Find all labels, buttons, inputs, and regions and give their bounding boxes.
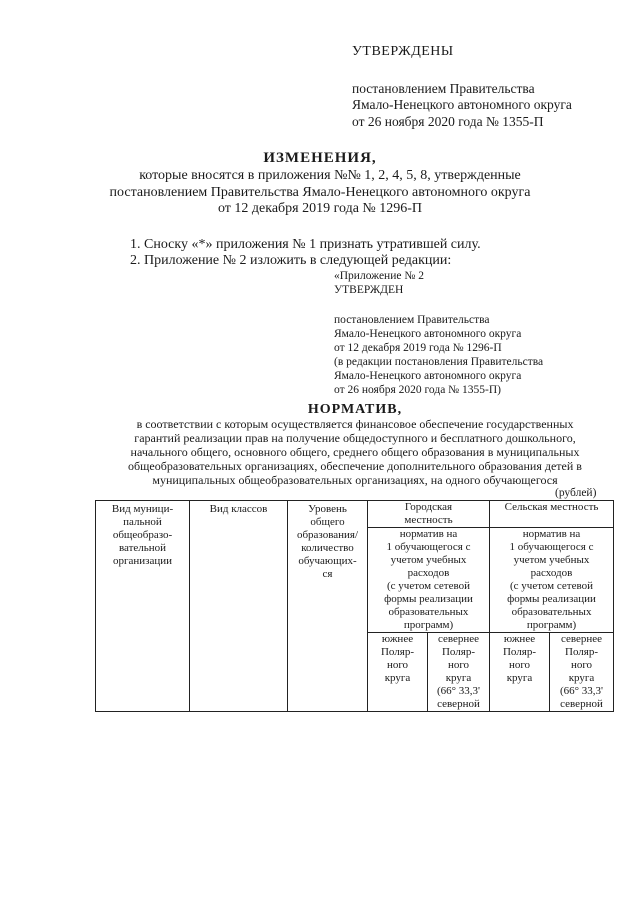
col-header-norm-rural: норматив на 1 обучающегося с учетом учебных расходов (с учетом сетевой формы реализации образовательных программ) <box>490 528 614 633</box>
col-header-class-type: Вид классов <box>190 501 288 712</box>
appendix-line-7: (в редакции постановления Правительства <box>334 356 544 368</box>
table-row <box>96 501 614 528</box>
norm-title: НОРМАТИВ, <box>307 402 403 417</box>
col-header-urban-north: севернее Поляр- ного круга (66° 33,3' северной <box>428 633 490 712</box>
norm-line-2: гарантий реализации прав на получение общедоступного и бесплатного дошкольного, <box>134 431 576 445</box>
norm-table <box>95 500 614 712</box>
col-header-rural: Сельская местность <box>490 501 614 528</box>
appendix-line-6: от 12 декабря 2019 года № 1296-П <box>334 342 502 354</box>
col-header-education-level: Уровень общего образования/ количество обучающих- ся <box>288 501 368 712</box>
approved-heading: УТВЕРЖДЕНЫ <box>352 44 454 59</box>
norm-line-4: общеобразовательных организациях, обеспечение дополнительного образования детей в <box>128 459 582 473</box>
appendix-line-8: Ямало-Ненецкого автономного округа <box>334 370 522 382</box>
appendix-line-5: Ямало-Ненецкого автономного округа <box>334 328 522 340</box>
col-header-rural-south: южнее Поляр- ного круга <box>490 633 550 712</box>
col-header-norm-urban: норматив на 1 обучающегося с учетом учебных расходов (с учетом сетевой формы реализации образовательных программ) <box>368 528 490 633</box>
unit-label: (рублей) <box>555 487 597 499</box>
item-1: 1. Сноску «*» приложения № 1 признать утратившей силу. <box>130 237 481 252</box>
changes-line-1: которые вносятся в приложения №№ 1, 2, 4, 5, 8, утвержденные <box>139 168 521 183</box>
approved-line-2: Ямало-Ненецкого автономного округа <box>352 97 572 112</box>
approved-line-1: постановлением Правительства <box>352 81 535 96</box>
col-header-organization-type: Вид муници- пальной общеобразо- вательной организации <box>96 501 190 712</box>
changes-title: ИЗМЕНЕНИЯ, <box>263 150 377 166</box>
item-2: 2. Приложение № 2 изложить в следующей редакции: <box>130 253 452 268</box>
col-header-urban: Городская местность <box>368 501 490 528</box>
changes-line-3: от 12 декабря 2019 года № 1296-П <box>217 201 423 216</box>
appendix-line-1: «Приложение № 2 <box>334 270 424 282</box>
norm-line-1: в соответствии с которым осуществляется финансовое обеспечение государственных <box>136 417 574 431</box>
approved-line-3: от 26 ноября 2020 года № 1355-П <box>352 114 544 129</box>
norm-line-5: муниципальных общеобразовательных организациях, на одного обучающегося <box>152 473 558 487</box>
appendix-line-4: постановлением Правительства <box>334 314 490 326</box>
col-header-rural-north: севернее Поляр- ного круга (66° 33,3' северной <box>550 633 614 712</box>
col-header-urban-south: южнее Поляр- ного круга <box>368 633 428 712</box>
appendix-line-9: от 26 ноября 2020 года № 1355-П) <box>334 384 501 396</box>
appendix-line-2: УТВЕРЖДЕН <box>334 284 404 296</box>
changes-line-2: постановлением Правительства Ямало-Ненецкого автономного округа <box>109 185 531 200</box>
norm-line-3: начального общего, основного общего, среднего общего образования в муниципальных <box>130 445 580 459</box>
